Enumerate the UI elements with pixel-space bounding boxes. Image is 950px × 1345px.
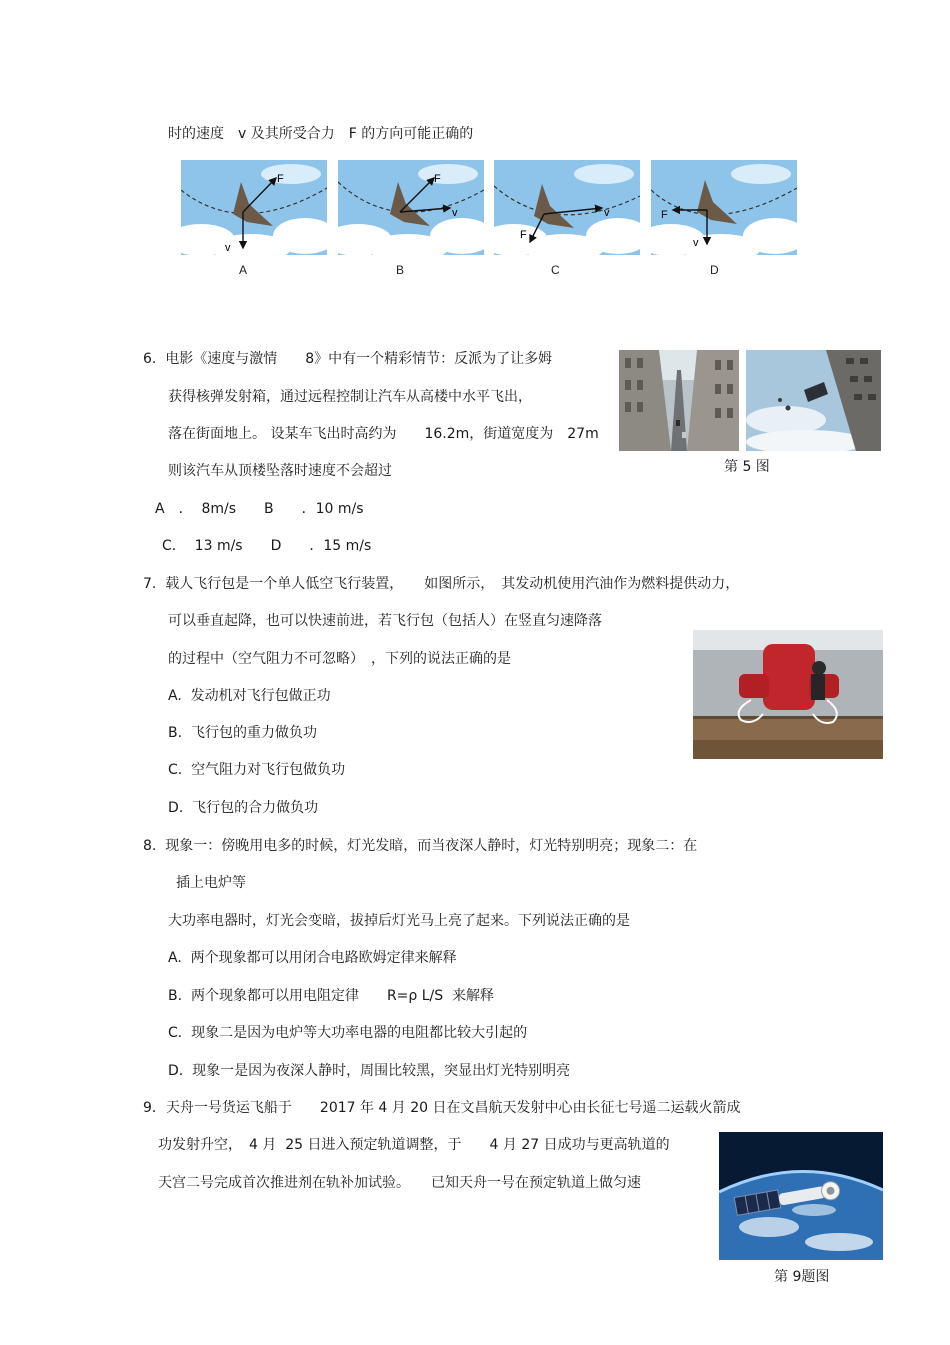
q5-stem-tail: 时的速度 v 及其所受合力 F 的方向可能正确的 (168, 126, 474, 142)
q7-option-a: A. 发动机对飞行包做正功 (168, 688, 331, 704)
q5-option-label-d: D (710, 263, 719, 277)
q7-option-d: D. 飞行包的合力做负功 (168, 800, 319, 816)
q5-option-label-c: C (551, 263, 560, 277)
q8-line-3: 大功率电器时，灯光会变暗，拔掉后灯光马上亮了起来。下列说法正确的是 (168, 913, 630, 929)
q9-spacecraft-photo (719, 1132, 883, 1260)
q9-line-3: 天宫二号完成首次推进剂在轨补加试验。 已知天舟一号在预定轨道上做匀速 (158, 1175, 641, 1191)
q6-options-ab: A ． 8m/s B ．10 m/s (155, 501, 364, 517)
q5-velocity-label: v (225, 242, 231, 254)
q5-option-label-a: A (239, 263, 248, 277)
q5-velocity-label: v (604, 207, 610, 219)
q5-velocity-label: v (693, 237, 699, 249)
q6-options-cd: C． 13 m/s D ．15 m/s (162, 538, 372, 554)
q9-figure-caption: 第 9题图 (774, 1269, 830, 1285)
q6-line-3: 落在街面地上。 设某车飞出时高约为 16.2m，街道宽度为 27m (168, 426, 599, 442)
q8-option-c: C. 现象二是因为电炉等大功率电器的电阻都比较大引起的 (168, 1025, 528, 1041)
q8-line-2: 插上电炉等 (176, 875, 246, 891)
q7-line-2: 可以垂直起降，也可以快速前进，若飞行包（包括人）在竖直匀速降落 (168, 613, 602, 629)
q5-force-label: F (520, 229, 527, 241)
q6-falling-car-photo (746, 350, 881, 451)
q5-panel-d (651, 160, 797, 255)
q5-option-label-b: B (396, 263, 405, 277)
q9-line-2: 功发射升空， 4 月 25 日进入预定轨道调整，于 4 月 27 日成功与更高轨道的 (158, 1137, 670, 1153)
q8-option-d: D. 现象一是因为夜深人静时，周围比较黑，突显出灯光特别明亮 (168, 1063, 571, 1079)
q6-street-photo (619, 350, 739, 451)
q7-option-c: C. 空气阻力对飞行包做负功 (168, 762, 346, 778)
q8-option-a: A. 两个现象都可以用闭合电路欧姆定律来解释 (168, 950, 457, 966)
q7-jetpack-photo (693, 630, 883, 759)
q7-option-b: B. 飞行包的重力做负功 (168, 725, 317, 741)
q5-panel-b (338, 160, 484, 255)
q5-force-label: F (434, 173, 441, 185)
q6-line-2: 获得核弹发射箱，通过远程控制让汽车从高楼中水平飞出， (168, 389, 532, 405)
q6-line-1: 6. 电影《速度与激情 8》中有一个精彩情节：反派为了让多姆 (143, 351, 553, 367)
q9-line-1: 9．天舟一号货运飞船于 2017 年 4 月 20 日在文昌航天发射中心由长征七号遥二运载火箭成 (143, 1100, 741, 1116)
q6-line-4: 则该汽车从顶楼坠落时速度不会超过 (168, 463, 392, 479)
q8-line-1: 8. 现象一：傍晚用电多的时候，灯光发暗，而当夜深人静时，灯光特别明亮；现象二：在 (143, 838, 698, 854)
q5-force-label: F (277, 173, 284, 185)
q7-line-1: 7. 载人飞行包是一个单人低空飞行装置， 如图所示， 其发动机使用汽油作为燃料提供动力， (143, 576, 740, 592)
q6-figure-caption: 第 5 图 (724, 459, 770, 475)
q5-velocity-label: v (452, 207, 458, 219)
q5-panel-a (181, 160, 327, 255)
q7-line-3: 的过程中（空气阻力不可忽略） ，下列的说法正确的是 (168, 651, 511, 667)
q5-force-label: F (661, 209, 668, 221)
q5-panel-c (494, 160, 640, 255)
q8-option-b: B. 两个现象都可以用电阻定律 R=ρ L/S 来解释 (168, 988, 495, 1004)
